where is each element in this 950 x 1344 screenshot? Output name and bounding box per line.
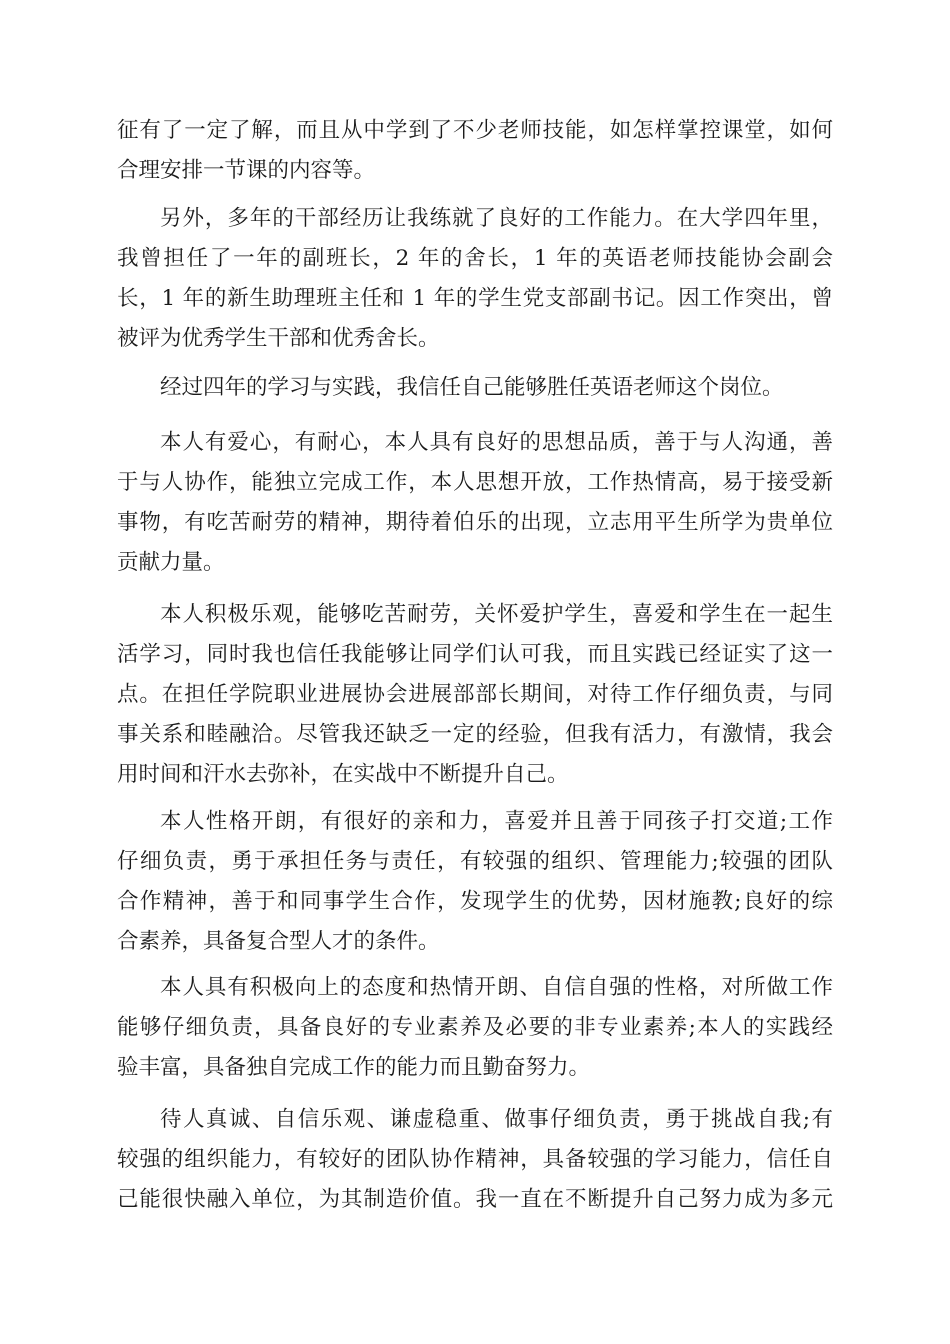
paragraph-line: 较强的组织能力，有较好的团队协作精神，具备较强的学习能力，信任自 xyxy=(117,1147,833,1172)
paragraph-line: 本人有爱心，有耐心，本人具有良好的思想品质，善于与人沟通，善 xyxy=(160,430,833,455)
paragraph-line: 经过四年的学习与实践，我信任自己能够胜任英语老师这个岗位。 xyxy=(160,375,784,400)
paragraph-line: 用时间和汗水去弥补，在实战中不断提升自己。 xyxy=(117,762,569,787)
paragraph-line: 长，1 年的新生助理班主任和 1 年的学生党支部副书记。因工作突出，曾 xyxy=(117,286,833,311)
paragraph-line: 本人性格开朗，有很好的亲和力，喜爱并且善于同孩子打交道;工作 xyxy=(160,809,833,834)
paragraph-line: 我曾担任了一年的副班长，2 年的舍长，1 年的英语老师技能协会副会 xyxy=(117,246,833,271)
paragraph-line: 合素养，具备复合型人才的条件。 xyxy=(117,929,440,954)
paragraph-line: 被评为优秀学生干部和优秀舍长。 xyxy=(117,326,440,351)
paragraph-line: 合理安排一节课的内容等。 xyxy=(117,158,376,183)
paragraph-line: 贡献力量。 xyxy=(117,550,225,575)
paragraph-line: 于与人协作，能独立完成工作，本人思想开放，工作热情高，易于接受新 xyxy=(117,470,833,495)
paragraph-line: 事物，有吃苦耐劳的精神，期待着伯乐的出现，立志用平生所学为贵单位 xyxy=(117,510,833,535)
paragraph-line: 待人真诚、自信乐观、谦虚稳重、做事仔细负责，勇于挑战自我;有 xyxy=(160,1107,833,1132)
paragraph-line: 征有了一定了解，而且从中学到了不少老师技能，如怎样掌控课堂，如何 xyxy=(117,118,833,143)
paragraph-line: 能够仔细负责，具备良好的专业素养及必要的非专业素养;本人的实践经 xyxy=(117,1015,833,1040)
paragraph-line: 本人具有积极向上的态度和热情开朗、自信自强的性格，对所做工作 xyxy=(160,975,833,1000)
paragraph-line: 验丰富，具备独自完成工作的能力而且勤奋努力。 xyxy=(117,1055,591,1080)
paragraph-line: 合作精神，善于和同事学生合作，发现学生的优势，因材施教;良好的综 xyxy=(117,889,833,914)
paragraph-line: 事关系和睦融洽。尽管我还缺乏一定的经验，但我有活力，有激情，我会 xyxy=(117,722,833,747)
paragraph-line: 点。在担任学院职业进展协会进展部部长期间，对待工作仔细负责，与同 xyxy=(117,682,833,707)
paragraph-line: 另外，多年的干部经历让我练就了良好的工作能力。在大学四年里， xyxy=(160,206,833,231)
paragraph-line: 仔细负责，勇于承担任务与责任，有较强的组织、管理能力;较强的团队 xyxy=(117,849,833,874)
paragraph-line: 本人积极乐观，能够吃苦耐劳，关怀爱护学生，喜爱和学生在一起生 xyxy=(160,602,833,627)
paragraph-line: 己能很快融入单位，为其制造价值。我一直在不断提升自己努力成为多元 xyxy=(117,1187,833,1212)
paragraph-line: 活学习，同时我也信任我能够让同学们认可我，而且实践已经证实了这一 xyxy=(117,642,833,667)
